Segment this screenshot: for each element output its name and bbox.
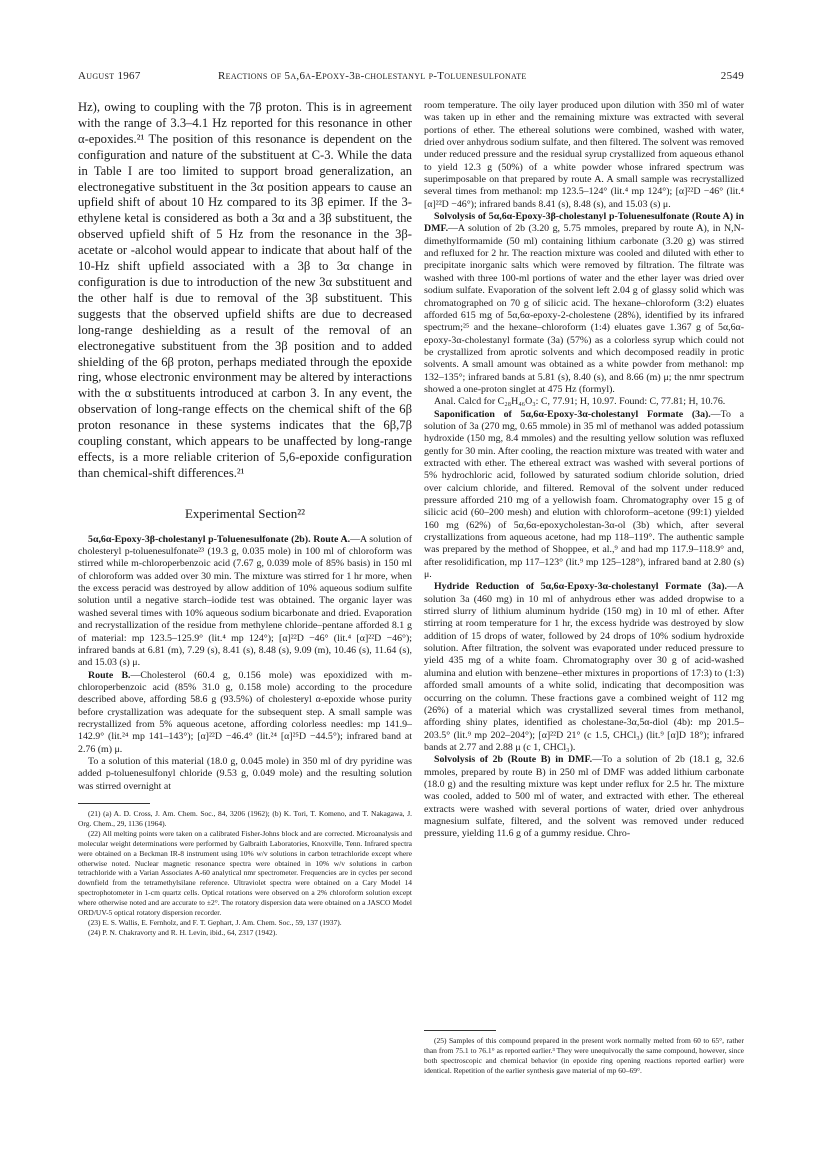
- paragraph-title: Saponification of 5α,6α-Epoxy-3α-cholestanyl Formate (3a).: [434, 408, 711, 420]
- right-column: [424, 100, 744, 841]
- footnote-25: (25) Samples of this compound prepared in the present work normally melted from 60 to 65°, rather than from 75.1 to 76.1° as reported earlier.³ They were unequivocally the same compound, however, since both spectroscopic and chemical behavior (in epoxide ring opening reactions reported earlier) were identical. Repetition of the earlier synthesis gave material of mp 60–69°.: [424, 1036, 744, 1075]
- paragraph-body: —A solution of cholesteryl p-toluenesulfonate²³ (19.3 g, 0.035 mole) in 100 ml of chloroform was stirred while m-chloroperbenzoic acid (7.67 g, 0.039 mole of 85% basis) in 150 ml of chloroform was added over 30 min. The mixture was stirred for 1 hr more, when the excess peracid was destroyed by allow addition of 10% aqueous sodium sulfite solution until a negative starch–iodide test was obtained. The organic layer was washed several times with 10% aqueous sodium bicarbonate and dried. Evaporation and recrystallization of the residue from methylene chloride–pentane afforded 8.1 g of material: mp 123.5–125.9° (lit.⁴ mp 124°); [α]²²D −46° (lit.⁴ [α]²²D −46°); infrared bands at 6.81 (m), 7.29 (s), 8.41 (s), 8.48 (s), 9.09 (m), 10.46 (s), 11.64 (s), and 15.03 (s) μ.: [78, 533, 412, 669]
- paragraph-title: Hydride Reduction of 5α,6α-Epoxy-3α-cholestanyl Formate (3a).: [434, 581, 727, 593]
- footnote-divider: [424, 1030, 496, 1031]
- paragraph-route-b: [78, 670, 412, 756]
- footnote-24: (24) P. N. Chakravorty and R. H. Levin, ibid., 64, 2317 (1942).: [88, 927, 278, 937]
- paragraph-body: —A solution of 2b (3.20 g, 5.75 mmoles, prepared by route A), in N,N-dimethylformamide (50 ml) containing lithium carbonate (3.20 g) was stirred and refluxed for 2 hr. The reaction mixture was cooled and diluted with ether to precipitate inorganic salts which were removed by filtration. The filtrate was washed with three 100-ml portions of water and the ether layer was dried over sodium sulfate. Evaporation of the solvent left 2.04 g of glassy solid which was chromatographed on 70 g of silicic acid. The hexane–chloroform (3:2) eluates afforded 615 mg of 5α,6α-epoxy-2-cholestene (28%), identified by its infrared spectrum;²⁵ and the hexane–chloroform (1:4) eluates gave 1.367 g of 5α,6α-epoxy-3α-cholestanyl formate (3a) (57%) as a colorless syrup which could not be crystallized from aprotic solvents and which decomposed readily in protic solvents. A small amount was obtained as a white powder from methanol: mp 132–135°; infrared bands at 5.81 (s), 8.40 (s), and 8.66 (m) μ; the nmr spectrum showed a one-proton singlet at 475 Hz (formyl).: [424, 223, 744, 395]
- footnote-divider: [78, 803, 150, 804]
- right-footnotes: [424, 1030, 744, 1076]
- paragraph-title: Route B.: [88, 669, 131, 681]
- paragraph-body: —A solution 3a (460 mg) in 10 ml of anhydrous ether was added dropwise to a stirred slurry of lithium aluminum hydride (150 mg) in 10 ml of ether. After stirring at room temperature for 1 hr, the excess hydride was destroyed by slow addition of 15 drops of water, followed by 24 drops of 10% sodium hydroxide solution. After filtration, the solvent was evaporated under reduced pressure to yield 435 mg of a white foam. Chromatography over 30 g of acid-washed alumina and elution with benzene–ether mixtures in proportions of 17:3) to (1:3) afforded small amounts of a white solid, indicating that decomposition was occurring on the column. These fractions gave a combined weight of 112 mg (26%) of a material which was crystallized several times from methanol, affording shiny plates, identified as cholestane-3α,5α-diol (4b): mp 201.5–203.5° (lit.⁹ mp 202–204°); [α]²²D 21° (c 1.5, CHCl₃) (lit.⁹ [α]D 18°); infrared bands at 2.77 and 2.88 μ (c 1, CHCl₃).: [424, 581, 744, 753]
- paragraph-route-a: [78, 534, 412, 670]
- paragraph-body: —Cholesterol (60.4 g, 0.156 mole) was epoxidized with m-chloroperbenzoic acid (85% 31.0 g, 0.158 mole) according to the procedure described above, affording 58.6 g (93.5%) of cholesteryl α-epoxide whose purity before crystallization was adequate for the subsequent step. A small sample was recrystallized from 5% aqueous acetone, affording colorless needles: mp 141.9–142.9° (lit.²⁴ mp 141–143°); [α]²²D −46.4° (lit.²⁴ [α]²⁵D −44.5°); infrared band at 2.76 (m) μ.: [78, 669, 412, 755]
- paragraph-title: Solvolysis of 2b (Route B) in DMF.: [434, 754, 593, 766]
- paragraph-solvolysis-a: [424, 211, 744, 396]
- footnote-23: (23) E. S. Wallis, E. Fernholz, and F. T. Gephart, J. Am. Chem. Soc., 59, 137 (1937).: [88, 917, 342, 927]
- intro-paragraph: Hz), owing to coupling with the 7β proton. This is in agreement with the range of 3.3–4.1 Hz reported for this resonance in other α-epoxides.²¹ The position of this resonance is dependent on the configuration and nature of the substituent at C-3. While the data in Table I are too limited to support broad generalization, an electronegative substituent in the 3α position appears to cause an upfield shift of about 10 Hz compared to its 3β epimer. If the 3-ethylene ketal is considered as both a 3α and a 3β substituent, the observed upfield shift of 5 Hz from the resonance in the 3β-acetate or -alcohol would appear to indicate that about half of the 10-Hz shift upfield associated with a 3β to 3α change in configuration is due to introduction of the new 3α substituent and the other half is due to removal of the 3β substituent. This suggests that the observed upfield shifts are due to decreased long-range deshielding as a result of the removal of an electronegative substituent from the 3β position and to added shielding of the 6β proton, perhaps mediated through the epoxide ring, whose electronic environment may be altered by interactions with the α substituents introduced at carbon 3. In any event, the observation of long-range effects on the chemical shift of the 6β proton resonance in these systems indicates that the 6β,7β coupling constant, which appears to be unaffected by long-range effects, is a more reliable criterion of 5,6-epoxide configuration than chemical-shift differences.²¹: [78, 100, 412, 480]
- paragraph-title: Solvolysis of 5α,6α-Epoxy-3β-cholestanyl p-Toluenesulfonate (Route A) in DMF.: [424, 211, 744, 235]
- running-head: [78, 70, 744, 84]
- footnote-21: (21) (a) A. D. Cross, J. Am. Chem. Soc., 84, 3206 (1962); (b) K. Tori, T. Komeno, and T. Nakagawa, J. Org. Chem., 29, 1136 (1964).: [78, 808, 412, 828]
- footnote-22: (22) All melting points were taken on a calibrated Fisher-Johns block and are corrected. Microanalysis and molecular weight determinations were performed by Galbraith Laboratories, Knoxville, Tenn. Infrared spectra were obtained on a Beckman IR-8 instrument using 10% w/v solutions in carbon tetrachloride except where otherwise noted. Nuclear magnetic resonance spectra were obtained in 10% w/v solutions in carbon tetrachloride with a Varian Associates A-60 analytical nmr spectrometer. Frequencies are in cycles per second downfield from the tetramethylsilane reference. Ultraviolet spectra were obtained on a Cary Model 14 spectrophotometer in 1-cm quartz cells. Optical rotations were observed on a 2% chloroform solution except where otherwise noted and are accurate to ±2°. The rotatory dispersion data were obtained on a JASCO Model ORD/UV-5 optical rotatory dispersion recorder.: [78, 828, 412, 918]
- paragraph-body: —To a solution of 2b (18.1 g, 32.6 mmoles, prepared by route B) in 250 ml of DMF was added lithium carbonate (18.0 g) and the resulting mixture was kept under reflux for 2.5 hr. The mixture was cooled, added to 500 ml of water, and extracted with ether. The ethereal extracts were washed with several portions of water, dried over anhydrous magnesium sulfate, filtered, and the solvent was removed under reduced pressure, yielding 11.6 g of a gummy residue. Chro-: [424, 754, 744, 840]
- paragraph-analysis: Anal. Calcd for C₂₈H₄₆O₃: C, 77.91; H, 10.97. Found: C, 77.81; H, 10.76.: [434, 396, 726, 408]
- paragraph-body: —To a solution of 3a (270 mg, 0.65 mmole) in 35 ml of methanol was added potassium hydroxide (150 mg, 8.4 mmoles) and the resulting yellow solution was refluxed gently for 30 min. After cooling, the reaction mixture was treated with water and extracted with ether. The ethereal extract was washed with several portions of 5% hydrochloric acid, followed by saturated sodium chloride solution, dried over calcium chloride, and filtered. Removal of the solvent under reduced pressure afforded 210 mg of a yellowish foam. Chromatography over 15 g of silicic acid (60–200 mesh) and elution with chloroform–acetone (99:1) yielded 160 mg (62%) of 5α,6α-epoxycholestan-3α-ol (3b) which, after several crystallizations from aqueous acetone, had mp 118–119°. The authentic sample was prepared by the method of Shoppee, et al.,⁹ and had mp 117.9–118.9° and, after resolidification, mp 117–123° (lit.⁹ mp 125–128°), infrared band at 2.80 (s) μ.: [424, 408, 744, 581]
- header-date: August 1967: [78, 70, 141, 82]
- left-column: [78, 100, 412, 938]
- page-number: 2549: [720, 70, 744, 82]
- header-title: Reactions of 5α,6α-Epoxy-3β-cholestanyl p-Toluenesulfonate: [218, 70, 527, 82]
- paragraph-title: 5α,6α-Epoxy-3β-cholestanyl p-Toluenesulfonate (2b). Route A.: [88, 533, 351, 545]
- paragraph-continued: room temperature. The oily layer produced upon dilution with 350 ml of water was taken up in ether and the remaining mixture was extracted with several portions of ether. The ethereal solutions were combined, washed with water, dried over anhydrous sodium sulfate, and then filtered. The solvent was removed under reduced pressure and the residual syrup crystallized from aqueous ethanol to yield 12.3 g (50%) of a white powder whose infrared spectrum was superimposable on that prepared by route A. A small sample was recrystallized several times from methanol: mp 123.5–124° (lit.⁴ mp 124°); [α]²²D −46° (lit.⁴ [α]²²D −46°); infrared bands 8.41 (s), 8.48 (s), and 15.03 (s) μ.: [424, 100, 744, 210]
- paragraph-tosylation: To a solution of this material (18.0 g, 0.045 mole) in 350 ml of dry pyridine was added p-toluenesulfonyl chloride (9.53 g, 0.049 mole) and the resulting solution was stirred overnight at: [78, 755, 412, 792]
- paragraph-saponification: [424, 409, 744, 582]
- section-heading: Experimental Section²²: [184, 505, 306, 521]
- paragraph-solvolysis-b: [424, 754, 744, 840]
- paragraph-hydride-reduction: [424, 581, 744, 754]
